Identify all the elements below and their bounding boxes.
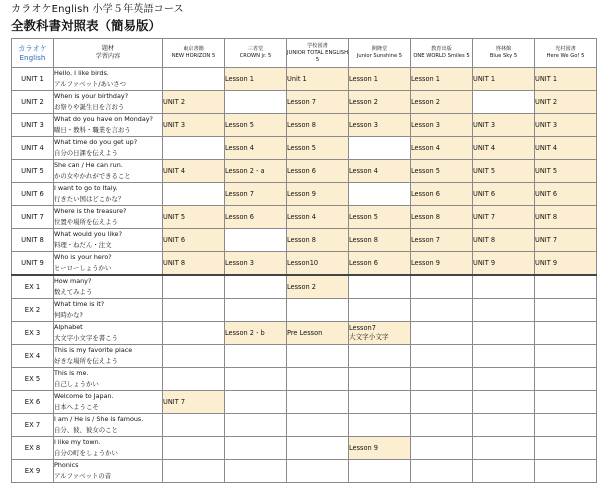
textbook-lesson-cell bbox=[163, 137, 225, 160]
lesson-content bbox=[54, 160, 163, 183]
textbook-lesson-cell bbox=[473, 391, 535, 414]
textbook-lesson-cell: Lesson 6 bbox=[411, 183, 473, 206]
textbook-lesson-cell bbox=[535, 275, 597, 299]
textbook-lesson-cell: UNIT 3 bbox=[535, 114, 597, 137]
table-row bbox=[12, 229, 597, 252]
textbook-lesson-cell: UNIT 4 bbox=[535, 137, 597, 160]
textbook-lesson-cell: Lesson 4 bbox=[349, 160, 411, 183]
unit-label: UNIT 6 bbox=[12, 183, 54, 206]
textbook-lesson-cell: UNIT 2 bbox=[163, 91, 225, 114]
lesson-content bbox=[54, 137, 163, 160]
textbook-lesson-cell bbox=[225, 345, 287, 368]
textbook-lesson-cell bbox=[535, 414, 597, 437]
textbook-lesson-cell bbox=[287, 368, 349, 391]
lesson-content bbox=[54, 114, 163, 137]
textbook-lesson-cell bbox=[225, 391, 287, 414]
textbook-lesson-cell bbox=[287, 391, 349, 414]
textbook-lesson-cell bbox=[473, 460, 535, 483]
textbook-lesson-cell: Lesson 3 bbox=[411, 114, 473, 137]
lesson-content bbox=[54, 229, 163, 252]
comparison-table bbox=[11, 38, 597, 483]
unit-label: EX 6 bbox=[12, 391, 54, 414]
japanese-topic: 自分の町をしょうかい bbox=[54, 449, 118, 457]
textbook-lesson-cell: Lesson 9 bbox=[287, 183, 349, 206]
lesson-content bbox=[54, 391, 163, 414]
textbook-lesson-cell: Lesson 5 bbox=[349, 206, 411, 229]
unit-label: EX 3 bbox=[12, 322, 54, 345]
japanese-topic: 好きな場所を伝えよう bbox=[54, 357, 118, 365]
textbook-lesson-cell: Lesson 4 bbox=[287, 206, 349, 229]
textbook-lesson-cell bbox=[349, 275, 411, 299]
unit-label: EX 9 bbox=[12, 460, 54, 483]
textbook-lesson-cell: Lesson 5 bbox=[287, 137, 349, 160]
textbook-lesson-cell bbox=[473, 368, 535, 391]
textbook-lesson-cell bbox=[473, 345, 535, 368]
textbook-lesson-cell bbox=[349, 368, 411, 391]
textbook-lesson-cell bbox=[349, 345, 411, 368]
textbook-lesson-cell bbox=[225, 299, 287, 322]
table-row bbox=[12, 183, 597, 206]
textbook-lesson-cell: Lesson 2 bbox=[349, 91, 411, 114]
table-row bbox=[12, 345, 597, 368]
textbook-lesson-cell: UNIT 9 bbox=[535, 252, 597, 276]
textbook-lesson-cell bbox=[411, 299, 473, 322]
lesson-content bbox=[54, 460, 163, 483]
textbook-lesson-cell: UNIT 1 bbox=[535, 68, 597, 91]
japanese-topic: 自分、彼、彼女のこと bbox=[54, 426, 118, 434]
unit-label: UNIT 3 bbox=[12, 114, 54, 137]
textbook-lesson-cell: Lesson 2 bbox=[411, 91, 473, 114]
textbook-lesson-cell: Lesson 1 bbox=[411, 68, 473, 91]
lesson-content bbox=[54, 68, 163, 91]
textbook-lesson-cell bbox=[225, 460, 287, 483]
unit-label: EX 8 bbox=[12, 437, 54, 460]
english-phrase: This is me. bbox=[54, 369, 89, 377]
english-phrase: This is my favorite place bbox=[54, 346, 133, 354]
textbook-lesson-cell: UNIT 7 bbox=[163, 391, 225, 414]
textbook-lesson-cell: Lesson 9 bbox=[411, 252, 473, 276]
textbook-lesson-cell: Lesson 7 bbox=[287, 91, 349, 114]
table-row bbox=[12, 137, 597, 160]
textbook-lesson-cell: Lesson 7 bbox=[411, 229, 473, 252]
textbook-lesson-cell bbox=[287, 414, 349, 437]
english-phrase: Hello. I like birds. bbox=[54, 69, 109, 77]
table-row bbox=[12, 68, 597, 91]
table-row bbox=[12, 114, 597, 137]
english-phrase: What would you like? bbox=[54, 230, 122, 238]
lesson-content bbox=[54, 252, 163, 276]
table-row bbox=[12, 206, 597, 229]
japanese-topic: 行きたい国はどこかな？ bbox=[54, 195, 125, 203]
textbook-lesson-cell bbox=[411, 460, 473, 483]
publisher-header: 光村図書 Here We Go! 5 bbox=[535, 39, 597, 68]
textbook-lesson-cell bbox=[163, 299, 225, 322]
english-phrase: Who is your hero? bbox=[54, 253, 112, 261]
japanese-topic: 料理・ねだん・注文 bbox=[54, 241, 112, 249]
textbook-lesson-cell bbox=[163, 322, 225, 345]
textbook-lesson-cell: Lesson 1 bbox=[225, 68, 287, 91]
publisher-header: 教育出版 ONE WORLD Smiles 5 bbox=[411, 39, 473, 68]
japanese-topic: 自分の日課を伝えよう bbox=[54, 149, 118, 157]
textbook-lesson-cell: Lesson 8 bbox=[411, 206, 473, 229]
textbook-lesson-cell: UNIT 1 bbox=[473, 68, 535, 91]
textbook-lesson-cell: UNIT 6 bbox=[473, 183, 535, 206]
textbook-lesson-cell bbox=[349, 183, 411, 206]
japanese-topic: かの女やかれができること bbox=[54, 172, 131, 180]
english-phrase: What time is it? bbox=[54, 300, 105, 308]
textbook-lesson-cell: Lesson 4 bbox=[411, 137, 473, 160]
textbook-lesson-cell bbox=[225, 368, 287, 391]
textbook-lesson-cell: Pre Lesson bbox=[287, 322, 349, 345]
english-phrase: Welcome to Japan. bbox=[54, 392, 114, 400]
textbook-lesson-cell: Lesson 3 bbox=[225, 252, 287, 276]
table-row bbox=[12, 252, 597, 276]
table-title: 全教科書対照表（簡易版） bbox=[11, 18, 162, 33]
textbook-lesson-cell bbox=[163, 437, 225, 460]
textbook-lesson-cell: Lesson 5 bbox=[225, 114, 287, 137]
english-phrase: Alphabet bbox=[54, 323, 83, 331]
textbook-lesson-cell: UNIT 5 bbox=[163, 206, 225, 229]
textbook-lesson-cell bbox=[225, 91, 287, 114]
textbook-lesson-cell: Lesson 6 bbox=[287, 160, 349, 183]
unit-label: UNIT 7 bbox=[12, 206, 54, 229]
textbook-lesson-cell bbox=[535, 391, 597, 414]
unit-label: UNIT 1 bbox=[12, 68, 54, 91]
textbook-lesson-cell bbox=[535, 437, 597, 460]
textbook-lesson-cell bbox=[287, 345, 349, 368]
textbook-lesson-cell bbox=[163, 460, 225, 483]
textbook-lesson-cell: Lesson 2 - a bbox=[225, 160, 287, 183]
japanese-topic: 大文字小文字を書こう bbox=[54, 334, 118, 342]
table-row bbox=[12, 322, 597, 345]
textbook-lesson-cell bbox=[411, 414, 473, 437]
unit-label: UNIT 5 bbox=[12, 160, 54, 183]
table-row bbox=[12, 391, 597, 414]
textbook-lesson-cell: Lesson10 bbox=[287, 252, 349, 276]
textbook-lesson-cell bbox=[473, 437, 535, 460]
english-phrase: When is your birthday? bbox=[54, 92, 129, 100]
textbook-lesson-cell bbox=[225, 275, 287, 299]
lesson-content bbox=[54, 368, 163, 391]
lesson-content bbox=[54, 183, 163, 206]
publisher-header: 学校図書 JUNIOR TOTAL ENGLISH 5 bbox=[287, 39, 349, 68]
textbook-lesson-cell bbox=[349, 137, 411, 160]
subject-header: 題材 学習内容 bbox=[54, 39, 163, 68]
unit-label: EX 4 bbox=[12, 345, 54, 368]
english-phrase: How many? bbox=[54, 277, 92, 285]
textbook-lesson-cell: Lesson 2 - b bbox=[225, 322, 287, 345]
table-body bbox=[12, 68, 597, 483]
english-phrase: Where is the treasure? bbox=[54, 207, 127, 215]
textbook-lesson-cell: UNIT 7 bbox=[535, 229, 597, 252]
textbook-lesson-cell: UNIT 8 bbox=[163, 252, 225, 276]
textbook-lesson-cell bbox=[473, 322, 535, 345]
textbook-lesson-cell bbox=[411, 275, 473, 299]
textbook-lesson-cell bbox=[163, 414, 225, 437]
textbook-lesson-cell bbox=[163, 68, 225, 91]
textbook-lesson-cell bbox=[163, 368, 225, 391]
textbook-lesson-cell bbox=[287, 460, 349, 483]
table-row bbox=[12, 275, 597, 299]
table-row bbox=[12, 160, 597, 183]
textbook-lesson-cell: Lesson 6 bbox=[225, 206, 287, 229]
table-row bbox=[12, 91, 597, 114]
textbook-lesson-cell: UNIT 7 bbox=[473, 206, 535, 229]
textbook-lesson-cell bbox=[163, 275, 225, 299]
textbook-lesson-cell: Lesson 4 bbox=[225, 137, 287, 160]
lesson-content bbox=[54, 91, 163, 114]
textbook-lesson-cell: UNIT 2 bbox=[535, 91, 597, 114]
japanese-topic: ヒーローしょうかい bbox=[54, 264, 112, 272]
textbook-lesson-cell bbox=[411, 345, 473, 368]
table-row bbox=[12, 368, 597, 391]
unit-label: UNIT 8 bbox=[12, 229, 54, 252]
table-row bbox=[12, 437, 597, 460]
textbook-lesson-cell: UNIT 6 bbox=[163, 229, 225, 252]
publisher-header: 開隆堂 Junior Sunshine 5 bbox=[349, 39, 411, 68]
japanese-topic: 数えてみよう bbox=[54, 288, 93, 296]
lesson-content bbox=[54, 322, 163, 345]
textbook-lesson-cell bbox=[535, 368, 597, 391]
textbook-lesson-cell: Lesson 9 bbox=[349, 437, 411, 460]
textbook-lesson-cell: Lesson 1 bbox=[349, 68, 411, 91]
textbook-lesson-cell bbox=[287, 299, 349, 322]
unit-label: UNIT 4 bbox=[12, 137, 54, 160]
corner-label: カラオケ English bbox=[12, 39, 54, 68]
textbook-lesson-cell bbox=[349, 414, 411, 437]
japanese-topic: 何時かな? bbox=[54, 311, 83, 319]
textbook-lesson-cell: Unit 1 bbox=[287, 68, 349, 91]
textbook-lesson-cell bbox=[411, 368, 473, 391]
publisher-header: 東京書籍 NEW HORIZON 5 bbox=[163, 39, 225, 68]
textbook-lesson-cell bbox=[535, 460, 597, 483]
header-row bbox=[12, 39, 597, 68]
textbook-lesson-cell: UNIT 4 bbox=[473, 137, 535, 160]
japanese-topic: 位置や場所を伝えよう bbox=[54, 218, 118, 226]
japanese-topic: 日本へようこそ bbox=[54, 403, 99, 411]
table-row bbox=[12, 460, 597, 483]
japanese-topic: 曜日・教科・職業を言おう bbox=[54, 126, 131, 134]
textbook-lesson-cell: Lesson7 大文字小文字 bbox=[349, 322, 411, 345]
textbook-lesson-cell bbox=[349, 299, 411, 322]
textbook-lesson-cell: UNIT 6 bbox=[535, 183, 597, 206]
page-header bbox=[11, 4, 596, 34]
textbook-lesson-cell: Lesson 8 bbox=[287, 229, 349, 252]
unit-label: EX 1 bbox=[12, 275, 54, 299]
textbook-lesson-cell bbox=[535, 345, 597, 368]
textbook-lesson-cell bbox=[225, 437, 287, 460]
english-phrase: I am / He is / She is famous. bbox=[54, 415, 144, 423]
japanese-topic: アルファベット/あいさつ bbox=[54, 80, 127, 88]
textbook-lesson-cell bbox=[473, 275, 535, 299]
textbook-lesson-cell bbox=[535, 299, 597, 322]
unit-label: EX 7 bbox=[12, 414, 54, 437]
textbook-lesson-cell bbox=[163, 183, 225, 206]
table-row bbox=[12, 299, 597, 322]
textbook-lesson-cell bbox=[225, 229, 287, 252]
course-title: カラオケEnglish 小学５年英語コース bbox=[11, 4, 184, 15]
textbook-lesson-cell: UNIT 5 bbox=[535, 160, 597, 183]
textbook-lesson-cell bbox=[163, 345, 225, 368]
textbook-lesson-cell: Lesson 5 bbox=[411, 160, 473, 183]
textbook-lesson-cell bbox=[411, 437, 473, 460]
textbook-lesson-cell: Lesson 2 bbox=[287, 275, 349, 299]
textbook-lesson-cell: UNIT 4 bbox=[163, 160, 225, 183]
textbook-lesson-cell bbox=[225, 414, 287, 437]
textbook-lesson-cell: UNIT 5 bbox=[473, 160, 535, 183]
publisher-header: 三省堂 CROWN jr. 5 bbox=[225, 39, 287, 68]
textbook-lesson-cell bbox=[535, 322, 597, 345]
unit-label: EX 2 bbox=[12, 299, 54, 322]
japanese-topic: お祭りや誕生日を言おう bbox=[54, 103, 125, 111]
english-phrase: She can / He can run. bbox=[54, 161, 123, 169]
english-phrase: I like my town. bbox=[54, 438, 101, 446]
textbook-lesson-cell bbox=[473, 414, 535, 437]
unit-label: UNIT 9 bbox=[12, 252, 54, 276]
lesson-content bbox=[54, 299, 163, 322]
textbook-lesson-cell bbox=[411, 391, 473, 414]
lesson-content bbox=[54, 437, 163, 460]
table-row bbox=[12, 414, 597, 437]
textbook-lesson-cell bbox=[473, 299, 535, 322]
textbook-lesson-cell: Lesson 8 bbox=[287, 114, 349, 137]
textbook-lesson-cell: UNIT 9 bbox=[473, 252, 535, 276]
lesson-content bbox=[54, 206, 163, 229]
japanese-topic: アルファベットの音 bbox=[54, 472, 112, 480]
textbook-lesson-cell: Lesson 6 bbox=[349, 252, 411, 276]
lesson-content bbox=[54, 414, 163, 437]
textbook-lesson-cell: UNIT 3 bbox=[473, 114, 535, 137]
english-phrase: What do you have on Monday? bbox=[54, 115, 153, 123]
publisher-header: 啓林館 Blue Sky 5 bbox=[473, 39, 535, 68]
english-phrase: I want to go to Italy. bbox=[54, 184, 118, 192]
lesson-content bbox=[54, 275, 163, 299]
textbook-lesson-cell: Lesson 3 bbox=[349, 114, 411, 137]
textbook-lesson-cell: UNIT 8 bbox=[535, 206, 597, 229]
textbook-lesson-cell bbox=[411, 322, 473, 345]
textbook-lesson-cell bbox=[349, 391, 411, 414]
english-phrase: What time do you get up? bbox=[54, 138, 138, 146]
unit-label: EX 5 bbox=[12, 368, 54, 391]
textbook-lesson-cell bbox=[287, 437, 349, 460]
japanese-topic: 自己しょうかい bbox=[54, 380, 99, 388]
textbook-lesson-cell: UNIT 8 bbox=[473, 229, 535, 252]
textbook-lesson-cell: UNIT 3 bbox=[163, 114, 225, 137]
english-phrase: Phonics bbox=[54, 461, 79, 469]
unit-label: UNIT 2 bbox=[12, 91, 54, 114]
lesson-content bbox=[54, 345, 163, 368]
textbook-lesson-cell bbox=[349, 460, 411, 483]
textbook-lesson-cell: Lesson 7 bbox=[225, 183, 287, 206]
textbook-lesson-cell: Lesson 8 bbox=[349, 229, 411, 252]
textbook-lesson-cell bbox=[473, 91, 535, 114]
